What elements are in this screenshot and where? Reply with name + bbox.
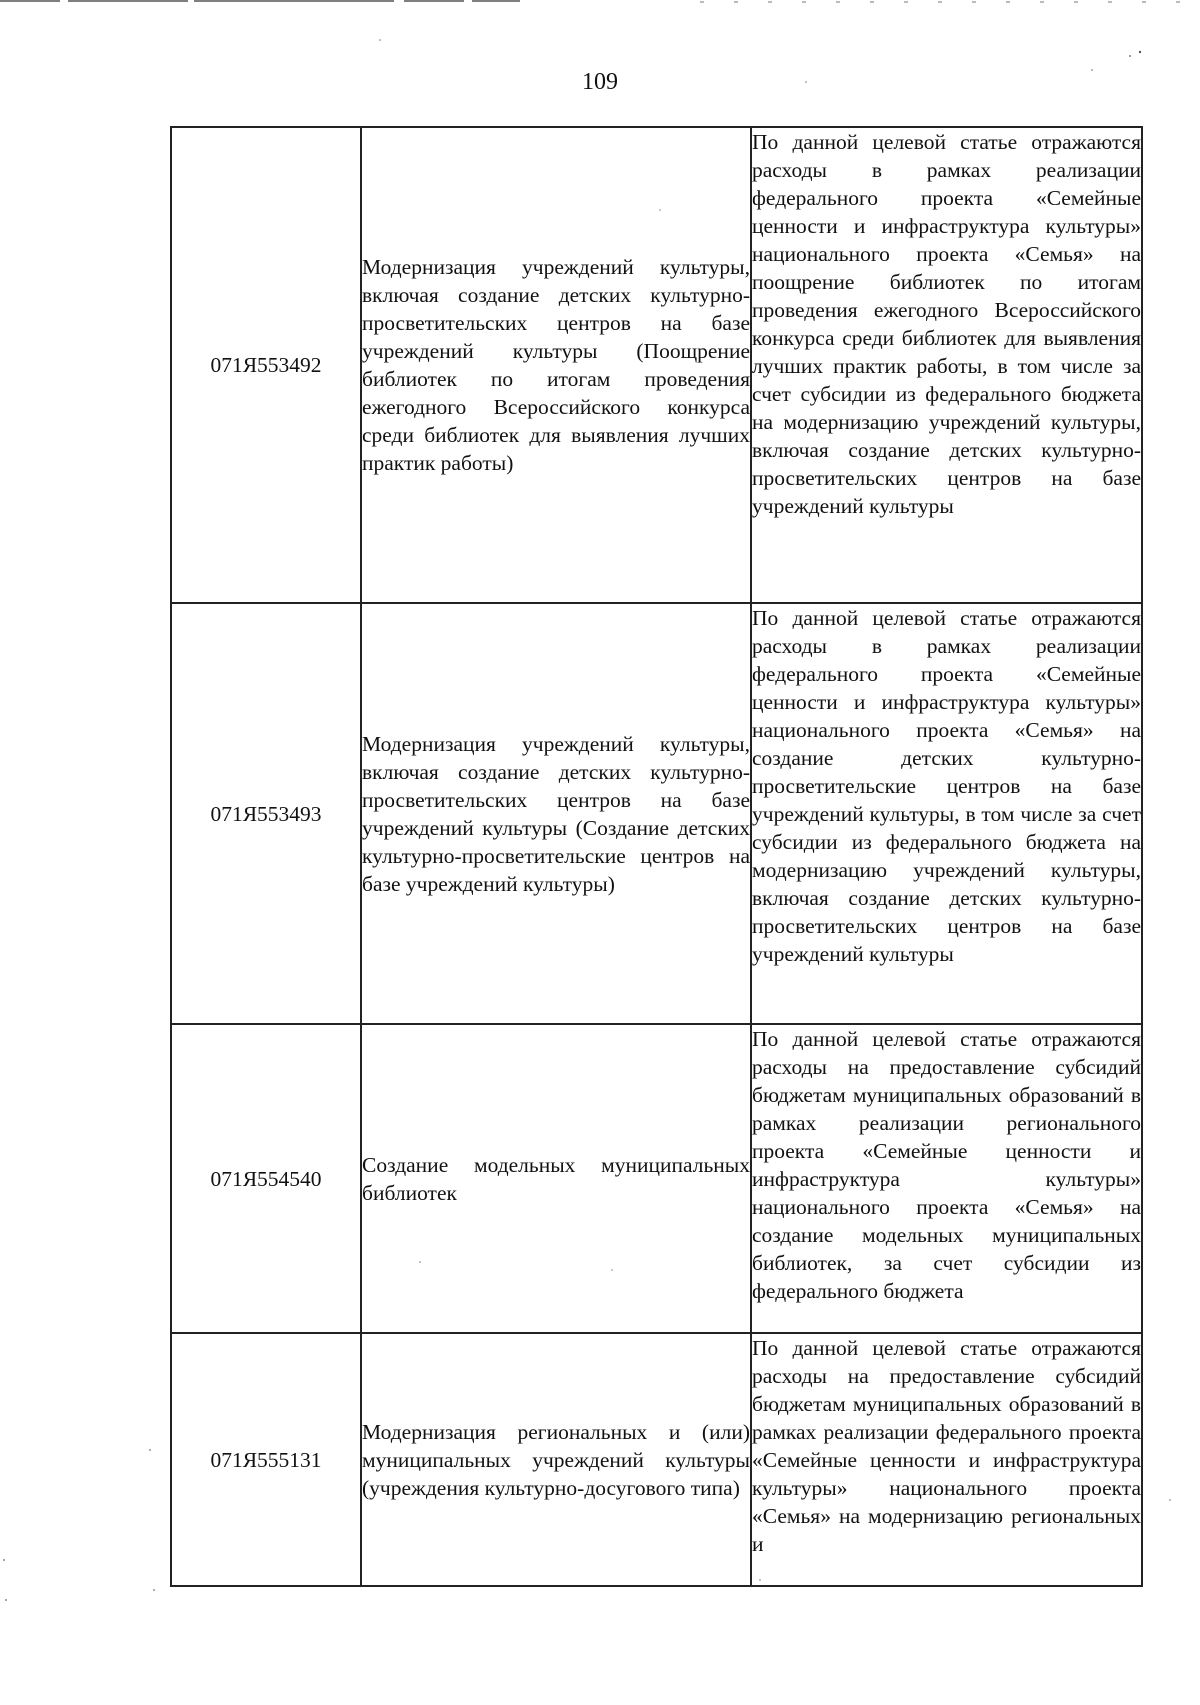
target-article-name: Модернизация учреждений культуры, включая создание детских культурно-просветительских центров на базе учреждений культуры (Поощрение библиотек по итогам проведения ежегодного Всероссийского конкурса среди библиотек для выявления лучших практик работы) <box>361 127 751 603</box>
target-article-description: По данной целевой статье отражаются расходы на предоставление субсидий бюджетам муниципальных образований в рамках реализации регионального проекта «Семейные ценности и инфраструктура культуры» национального проекта «Семья» на создание модельных муниципальных библиотек, за счет субсидии из федерального бюджета <box>751 1024 1142 1333</box>
page-number: 109 <box>582 69 618 95</box>
table-row <box>171 1024 1142 1333</box>
target-article-description: По данной целевой статье отражаются расходы в рамках реализации федерального проекта «Семейные ценности и инфраструктура культуры» национального проекта «Семья» на создание детских культурно-просветительские центров на базе учреждений культуры, в том числе за счет субсидии из федерального бюджета на модернизацию учреждений культуры, включая создание детских культурно-просветительских центров на базе учреждений культуры <box>751 603 1142 1024</box>
target-article-code: 071Я554540 <box>171 1024 361 1333</box>
table-row <box>171 603 1142 1024</box>
target-article-code: 071Я553492 <box>171 127 361 603</box>
target-article-description: По данной целевой статье отражаются расходы на предоставление субсидий бюджетам муниципальных образований в рамках реализации федерального проекта «Семейные ценности и инфраструктура культуры» национального проекта «Семья» на модернизацию региональных и <box>751 1333 1142 1586</box>
target-article-name: Модернизация учреждений культуры, включая создание детских культурно-просветительских центров на базе учреждений культуры (Создание детских культурно-просветительские центров на базе учреждений культуры) <box>361 603 751 1024</box>
target-article-code: 071Я553493 <box>171 603 361 1024</box>
table-row <box>171 1333 1142 1586</box>
target-article-code: 071Я555131 <box>171 1333 361 1586</box>
target-article-name: Модернизация региональных и (или) муниципальных учреждений культуры (учреждения культурно-досугового типа) <box>361 1333 751 1586</box>
table-row <box>171 127 1142 603</box>
target-article-description: По данной целевой статье отражаются расходы в рамках реализации федерального проекта «Семейные ценности и инфраструктура культуры» национального проекта «Семья» на поощрение библиотек по итогам проведения ежегодного Всероссийского конкурса среди библиотек для выявления лучших практик работы, в том числе за счет субсидии из федерального бюджета на модернизацию учреждений культуры, включая создание детских культурно-просветительских центров на базе учреждений культуры <box>751 127 1142 603</box>
target-article-name: Создание модельных муниципальных библиотек <box>361 1024 751 1333</box>
budget-classification-table <box>170 126 1143 1587</box>
